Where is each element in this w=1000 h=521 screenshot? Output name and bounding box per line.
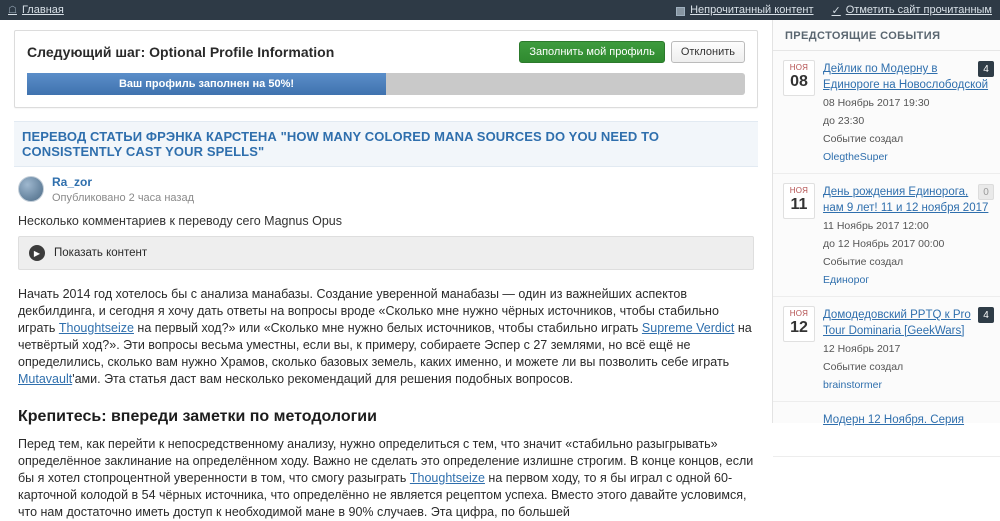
event-created-label: Событие создал [823, 133, 904, 145]
event-date-box [783, 306, 815, 342]
event-datetime: 08 Ноябрь 2017 19:30 [823, 97, 930, 109]
unread-content-icon [676, 7, 685, 16]
event-datetime: 11 Ноябрь 2017 12:00 [823, 220, 929, 232]
event-date-month: НОЯ [789, 309, 809, 318]
card-link-supreme-verdict[interactable]: Supreme Verdict [641, 321, 735, 335]
main-content [0, 20, 772, 519]
event-date-day: 08 [790, 73, 808, 90]
mark-site-read-label: Отметить сайт прочитанным [845, 4, 992, 16]
avatar[interactable] [18, 176, 44, 202]
card-link-mutavault[interactable]: Mutavault [18, 372, 73, 386]
event-date-day: 11 [790, 196, 808, 213]
upcoming-events-heading: ПРЕДСТОЯЩИЕ СОБЫТИЯ [773, 20, 1000, 51]
post-lead-text: Несколько комментариев к переводу сего Magnus Opus [18, 214, 342, 228]
status-badge: 4 [978, 61, 994, 77]
event-created-label: Событие создал [823, 361, 904, 373]
paragraph-1-part-c: на четвёртый ход?». Эти вопросы весьма уместны, если вы, к примеру, собираете Эспер с 27 землями, но всё ещё не определились, сколько вам нужно Храмов, сколько базовых земель, каких именно, и можете ли вы позволить себе играть [18, 321, 752, 369]
event-date-month: НОЯ [789, 63, 809, 72]
event-date-month: НОЯ [789, 186, 809, 195]
next-step-panel [14, 30, 758, 108]
mark-site-read-link[interactable] [832, 4, 992, 17]
play-arrow-icon: ▶ [29, 245, 45, 261]
paragraph-2-part-b: на первом ходу, то я бы играл с одной 60-карточной колодой в 54 чёрных источника, что определённо не является рецептом успеха. Вместо этого давайте условимся, что нам достаточно иметь доступ к необходимой мане в 90% случаев. Эта цифра, по большей [18, 471, 747, 519]
home-link[interactable] [8, 4, 64, 16]
event-title-link[interactable]: День рождения Единорога, нам 9 лет! 11 и 12 ноября 2017 [823, 186, 989, 214]
event-title-link[interactable]: Дейлик по Модерну в Единороге на Новослободской [823, 63, 989, 91]
upcoming-events-sidebar [772, 20, 1000, 426]
event-datetime: 12 Ноябрь 2017 [823, 343, 901, 355]
profile-progress-fill [27, 73, 386, 95]
post-paragraph-2 [18, 436, 754, 521]
paragraph-1-part-a: Начать 2014 год хотелось бы с анализа манабазы. Создание уверенной манабазы — один из важнейших аспектов декбилдинга, и сегодня я хочу дать ответы на вопросы вроде «Сколько мне нужно чёрных источников, чтобы стабильно играть [18, 287, 719, 335]
card-link-thoughtseize-2[interactable]: Thoughtseize [409, 471, 485, 485]
event-creator-link[interactable]: brainstormer [823, 379, 882, 391]
page-container [0, 20, 1000, 519]
profile-progress-label: Ваш профиль заполнен на 50%! [118, 78, 295, 90]
check-icon: ✓ [831, 4, 841, 17]
post-byline [14, 167, 758, 204]
profile-progress-bar [27, 73, 745, 95]
card-link-thoughtseize-1[interactable]: Thoughtseize [58, 321, 134, 335]
event-until: до 12 Ноябрь 2017 00:00 [823, 238, 945, 250]
home-link-label: Главная [21, 4, 64, 16]
dismiss-button[interactable]: Отклонить [671, 41, 745, 63]
list-item[interactable] [773, 51, 1000, 174]
unread-content-link[interactable] [676, 4, 813, 16]
event-body [823, 183, 992, 287]
spoiler-toggle-label: Показать контент [54, 247, 148, 259]
page-title: ПЕРЕВОД СТАТЬИ ФРЭНКА КАРСТЕНА "HOW MANY COLORED MANA SOURCES DO YOU NEED TO CONSISTENTLY CAST YOUR SPELLS" [14, 121, 758, 167]
spoiler-toggle[interactable] [18, 236, 754, 270]
complete-profile-button[interactable]: Заполнить мой профиль [519, 41, 664, 63]
event-body [823, 411, 992, 447]
post-author-link[interactable]: Ra_zor [52, 175, 93, 189]
top-navigation-bar [0, 0, 1000, 20]
section-heading: Крепитесь: впереди заметки по методологии [18, 408, 377, 425]
event-date-box [783, 183, 815, 219]
next-step-title: Следующий шаг: Optional Profile Information [27, 44, 335, 60]
status-badge: 4 [978, 307, 994, 323]
list-item[interactable] [773, 297, 1000, 402]
event-date-box [783, 60, 815, 96]
event-body [823, 306, 992, 392]
event-until: до 23:30 [823, 115, 865, 127]
event-title-link[interactable]: Домодедовский PPTQ к Pro Tour Dominaria [GeekWars] [823, 309, 971, 337]
paragraph-1-part-b: на первый ход?» или «Сколько мне нужно белых источников, чтобы стабильно играть [133, 321, 642, 335]
next-step-actions [519, 41, 745, 63]
event-created-label: Событие создал [823, 256, 904, 268]
post-paragraph-1 [18, 286, 754, 388]
status-badge: 0 [978, 184, 994, 200]
event-body [823, 60, 992, 164]
event-creator-link[interactable]: Единорог [823, 274, 870, 286]
next-step-header [27, 41, 745, 63]
event-title-link[interactable]: Модерн 12 Ноября. Серия [823, 414, 965, 426]
paragraph-2-part-a: Перед тем, как перейти к непосредственному анализу, нужно определиться с тем, что значит «стабильно разыгрывать» определённое заклинание на определённом ходу. Важно не сделать это определение излишне строгим. В конце концов, если бы я хотел стопроцентной уверенности в том, что смогу разыграть [18, 437, 754, 485]
home-icon: ☖ [8, 4, 17, 16]
post-timestamp: Опубликовано 2 часа назад [52, 192, 194, 204]
event-date-day: 12 [790, 319, 808, 336]
paragraph-1-part-d: 'ами. Эта статья даст вам несколько рекомендаций для решения подобных вопросов. [72, 372, 574, 386]
list-item[interactable] [773, 402, 1000, 457]
list-item[interactable] [773, 174, 1000, 297]
unread-content-label: Непрочитанный контент [690, 4, 814, 16]
event-creator-link[interactable]: OlegtheSuper [823, 151, 888, 163]
